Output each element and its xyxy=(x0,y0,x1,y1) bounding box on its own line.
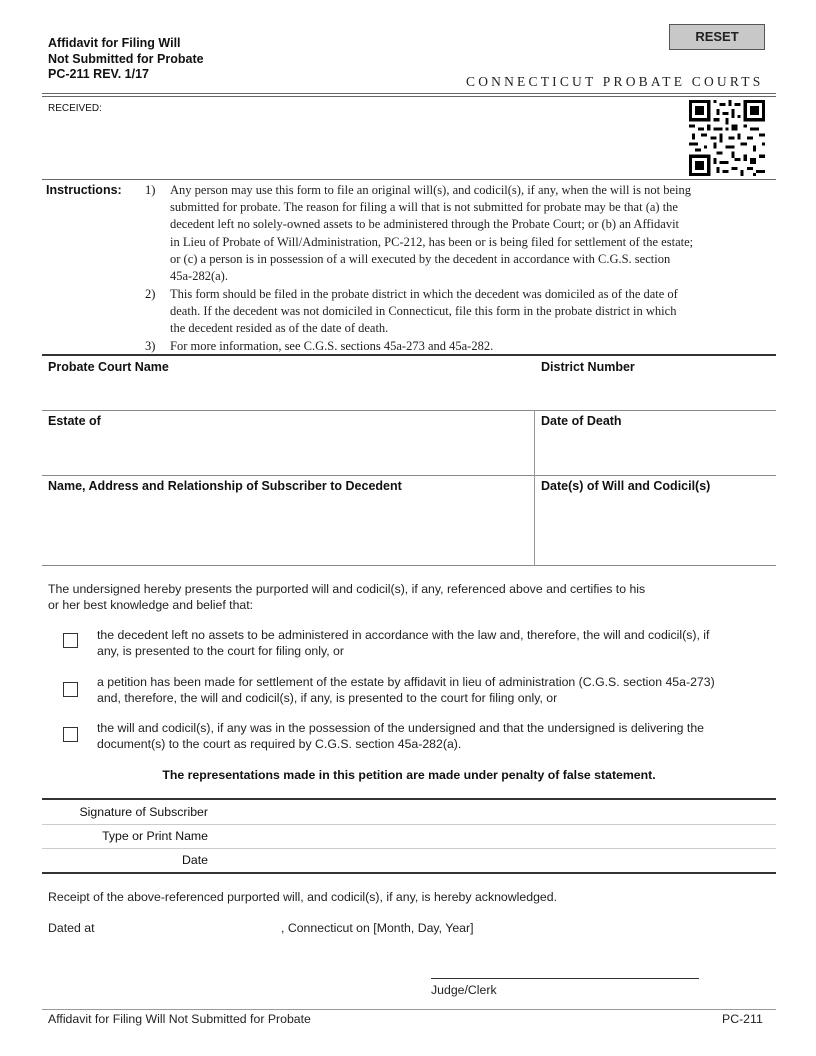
instruction-line: or (c) a person is in possession of a will executed by the decedent in accordance with C.G.S. section xyxy=(170,251,671,266)
header-divider xyxy=(42,93,776,94)
qr-code xyxy=(689,100,765,176)
connecticut-on-label: , Connecticut on [Month, Day, Year] xyxy=(281,921,474,935)
option-line: the decedent left no assets to be administered in accordance with the law and, therefore, the will and codicil(s), if xyxy=(97,628,710,642)
footer-form-number: PC-211 xyxy=(722,1012,763,1026)
dated-at-label: Dated at xyxy=(48,921,95,935)
petition-checkbox[interactable] xyxy=(63,682,78,697)
date-of-death-label: Date of Death xyxy=(541,414,622,428)
instruction-line: death. If the decedent was not domiciled in Connecticut, file this form in the probate district in which xyxy=(170,304,677,319)
certification-intro xyxy=(48,582,768,613)
option-line: a petition has been made for settlement of the estate by affidavit in lieu of administration (C.G.S. section 45a-273) xyxy=(97,675,715,689)
court-name: CONNECTICUT PROBATE COURTS xyxy=(466,74,764,89)
instruction-3-text xyxy=(170,338,770,355)
option-no-assets xyxy=(97,628,772,659)
will-dates-label: Date(s) of Will and Codicil(s) xyxy=(541,479,711,493)
row-divider xyxy=(42,475,776,476)
signature-label: Signature of Subscriber xyxy=(79,805,208,819)
form-title xyxy=(48,36,204,83)
form-id: PC-211 REV. 1/17 xyxy=(48,67,149,81)
print-name-field[interactable] xyxy=(215,825,775,848)
instruction-line: Any person may use this form to file an original will(s), and codicil(s), if any, when the will is not being xyxy=(170,183,691,197)
reset-button[interactable]: RESET xyxy=(669,24,765,50)
penalty-statement: The representations made in this petition are made under penalty of false statement. xyxy=(162,768,656,782)
signature-bottom-border xyxy=(42,872,776,874)
instruction-1-text xyxy=(170,182,770,285)
option-possession xyxy=(97,721,772,752)
print-name-label: Type or Print Name xyxy=(102,829,208,843)
instructions-label: Instructions: xyxy=(46,183,122,197)
possession-checkbox[interactable] xyxy=(63,727,78,742)
judge-signature-line xyxy=(431,978,699,979)
option-line: document(s) to the court as required by C.G.S. section 45a-282(a). xyxy=(97,736,462,751)
will-dates-field[interactable] xyxy=(535,496,776,564)
instruction-line: the decedent resided as of the date of death. xyxy=(170,321,389,336)
instructions-divider xyxy=(42,179,776,180)
probate-court-name-label: Probate Court Name xyxy=(48,360,169,374)
district-number-field[interactable] xyxy=(535,376,776,410)
footer-divider xyxy=(42,1009,776,1010)
header-divider-2 xyxy=(42,96,776,97)
option-line: and, therefore, the will and codicil(s), if any, is presented to the court for filing only, or xyxy=(97,690,558,705)
option-line: any, is presented to the court for filing only, or xyxy=(97,643,344,658)
instruction-3-number: 3) xyxy=(145,339,156,353)
certification-intro-line1: The undersigned hereby presents the purported will and codicil(s), if any, referenced above and certifies to his xyxy=(48,582,646,596)
dated-at-field[interactable] xyxy=(100,918,278,938)
probate-court-name-field[interactable] xyxy=(42,376,534,410)
instruction-line: in Lieu of Probate of Will/Administration, PC-212, has been or is being filed for settlement of the estate; xyxy=(170,234,694,249)
form-title-line1: Affidavit for Filing Will xyxy=(48,36,181,50)
instruction-2-text xyxy=(170,286,770,338)
estate-of-label: Estate of xyxy=(48,414,101,428)
no-assets-checkbox[interactable] xyxy=(63,633,78,648)
form-grid-top-border xyxy=(42,354,776,356)
column-divider xyxy=(534,410,535,566)
instruction-1-number: 1) xyxy=(145,183,156,197)
signature-date-label: Date xyxy=(182,853,208,867)
footer-form-title: Affidavit for Filing Will Not Submitted for Probate xyxy=(48,1012,311,1026)
row-divider xyxy=(42,410,776,411)
instruction-line: decedent left no solely-owned assets to be administered through the Probate Court; or (b) an Affidavit xyxy=(170,217,680,232)
district-number-label: District Number xyxy=(541,360,635,374)
signature-date-field[interactable] xyxy=(215,849,775,871)
subscriber-field[interactable] xyxy=(42,496,534,564)
received-label: RECEIVED: xyxy=(48,103,102,114)
estate-of-field[interactable] xyxy=(42,430,534,474)
date-of-death-field[interactable] xyxy=(535,430,776,474)
receipt-statement: Receipt of the above-referenced purported will, and codicil(s), if any, is hereby acknowledged. xyxy=(48,890,557,904)
row-divider xyxy=(42,565,776,566)
option-petition xyxy=(97,675,772,706)
signature-field[interactable] xyxy=(215,800,775,823)
instruction-line: submitted for probate. The reason for filing a will that is not submitted for probate may be that (a) the xyxy=(170,200,678,215)
form-title-line2: Not Submitted for Probate xyxy=(48,51,204,66)
instruction-line: For more information, see C.G.S. sections 45a-273 and 45a-282. xyxy=(170,339,494,353)
option-line: the will and codicil(s), if any was in the possession of the undersigned and that the undersigned is delivering the xyxy=(97,721,705,735)
judge-clerk-label: Judge/Clerk xyxy=(431,983,497,997)
subscriber-label: Name, Address and Relationship of Subscriber to Decedent xyxy=(48,479,402,493)
instruction-line: 45a-282(a). xyxy=(170,269,228,284)
certification-intro-line2: or her best knowledge and belief that: xyxy=(48,597,254,612)
instruction-line: This form should be filed in the probate district in which the decedent was domiciled as of the date of xyxy=(170,287,678,301)
instruction-2-number: 2) xyxy=(145,287,156,301)
